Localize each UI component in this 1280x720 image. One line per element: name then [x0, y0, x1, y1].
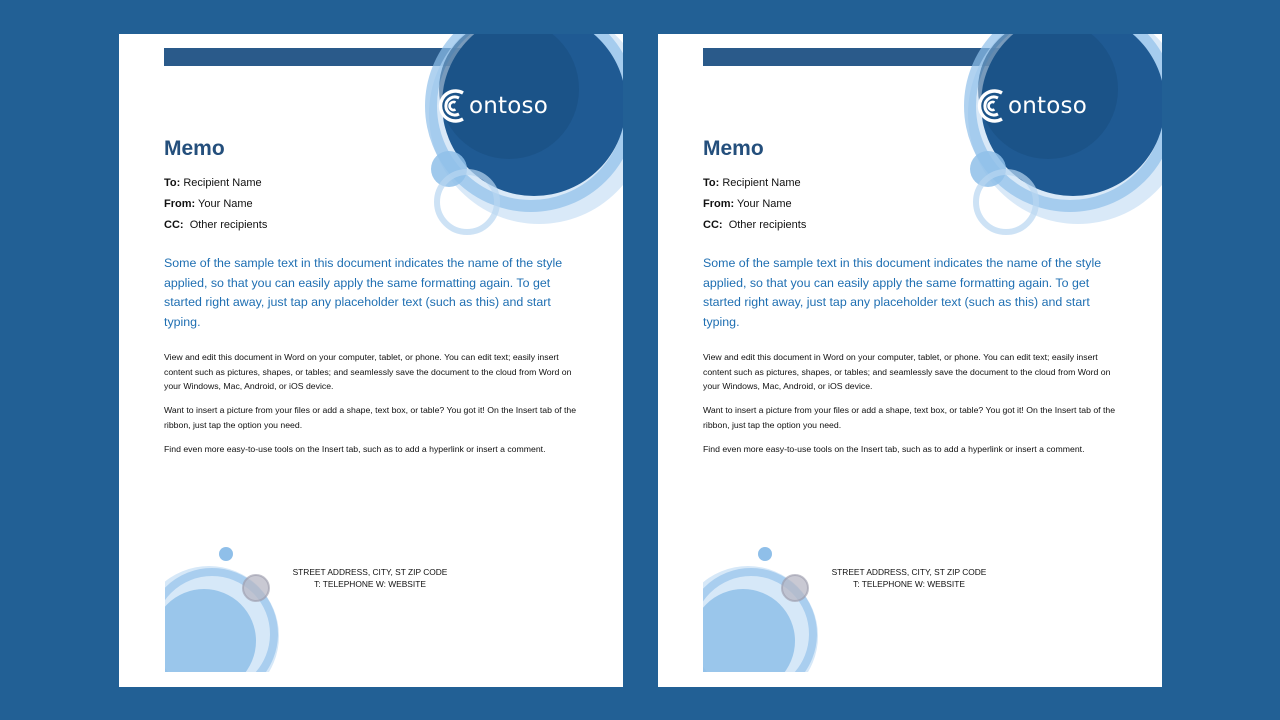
cc-label: CC: [703, 219, 723, 231]
lead-paragraph: Some of the sample text in this document indicates the name of the style applied, so that you can easily apply the same formatting again. To get started right away, just tap any placeholder text (such as this) and start typing. [703, 256, 1102, 329]
from-value: Your Name [198, 198, 253, 210]
logo-wordmark: ontoso [1008, 92, 1087, 119]
body-paragraph-1: View and edit this document in Word on your computer, tablet, or phone. You can edit text; easily insert content such as pictures, shapes, or tables; and seamlessly save the document to the cloud from Word on your Windows, Mac, Android, or iOS device. [703, 352, 1111, 391]
body-paragraph-1: View and edit this document in Word on your computer, tablet, or phone. You can edit text; easily insert content such as pictures, shapes, or tables; and seamlessly save the document to the cloud from Word on your Windows, Mac, Android, or iOS device. [164, 352, 572, 391]
cc-label: CC: [164, 219, 184, 231]
from-label: From: [164, 198, 196, 210]
address-line: STREET ADDRESS, CITY, ST ZIP CODE [292, 567, 448, 577]
cc-value: Other recipients [728, 219, 807, 231]
body-paragraph-3: Find even more easy-to-use tools on the Insert tab, such as to add a hyperlink or insert a comment. [703, 444, 1085, 454]
memo-page-2 [658, 34, 1162, 687]
body-paragraph-2: Want to insert a picture from your files or add a shape, text box, or table? You got it! On the Insert tab of the ribbon, just tap the option you need. [164, 405, 577, 430]
header-watercolor-art [928, 34, 1162, 244]
to-value: Recipient Name [722, 177, 801, 189]
from-value: Your Name [737, 198, 792, 210]
contoso-logo [437, 86, 548, 126]
memo-page-1 [119, 34, 623, 687]
contoso-logo [976, 86, 1087, 126]
contoso-c-icon [976, 87, 1010, 125]
cc-value: Other recipients [189, 219, 268, 231]
from-field [703, 198, 792, 210]
to-field [164, 177, 262, 189]
footer-address [818, 566, 1000, 590]
footer-watercolor-art [703, 546, 828, 672]
cc-field [164, 219, 267, 231]
body-paragraph-2: Want to insert a picture from your files or add a shape, text box, or table? You got it! On the Insert tab of the ribbon, just tap the option you need. [703, 405, 1116, 430]
contact-line: T: TELEPHONE W: WEBSITE [314, 579, 426, 589]
footer-watercolor-art [164, 546, 289, 672]
contact-line: T: TELEPHONE W: WEBSITE [853, 579, 965, 589]
header-watercolor-art [389, 34, 623, 244]
to-field [703, 177, 801, 189]
memo-title: Memo [703, 137, 764, 160]
to-value: Recipient Name [183, 177, 262, 189]
lead-paragraph: Some of the sample text in this document indicates the name of the style applied, so that you can easily apply the same formatting again. To get started right away, just tap any placeholder text (such as this) and start typing. [164, 256, 563, 329]
to-label: To: [703, 177, 720, 189]
logo-wordmark: ontoso [469, 92, 548, 119]
from-field [164, 198, 253, 210]
memo-title: Memo [164, 137, 225, 160]
to-label: To: [164, 177, 181, 189]
address-line: STREET ADDRESS, CITY, ST ZIP CODE [831, 567, 987, 577]
contoso-c-icon [437, 87, 471, 125]
footer-address [279, 566, 461, 590]
cc-field [703, 219, 806, 231]
from-label: From: [703, 198, 735, 210]
body-paragraph-3: Find even more easy-to-use tools on the Insert tab, such as to add a hyperlink or insert a comment. [164, 444, 546, 454]
